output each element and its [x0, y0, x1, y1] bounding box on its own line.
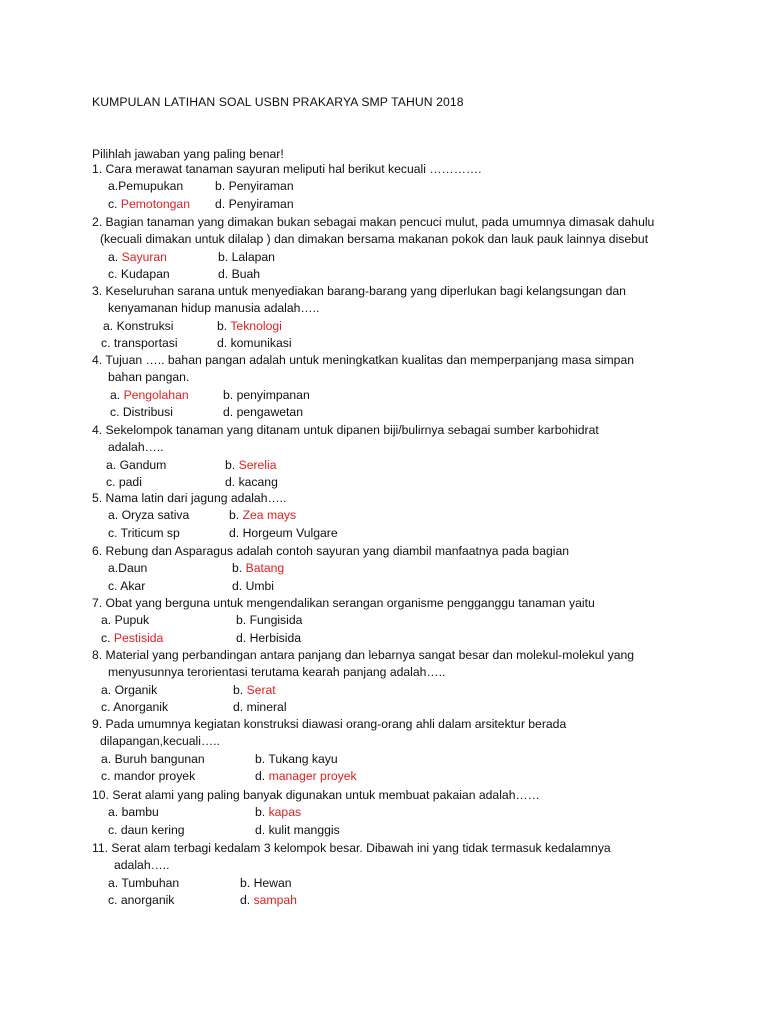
option-c-text: Kudapan [120, 266, 170, 281]
option-b [223, 388, 310, 402]
option-c-text: daun kering [120, 822, 185, 837]
question-text-continued: bahan pangan. [108, 370, 190, 385]
option-a-letter: a. [103, 318, 117, 333]
option-a-text: Tumbuhan [121, 875, 180, 890]
option-a [108, 805, 159, 819]
answer-key-text: Zea mays [242, 508, 297, 523]
option-b-letter: b. [223, 387, 237, 402]
option-d-text: pengawetan [236, 404, 303, 419]
option-d [255, 823, 340, 837]
option-b-letter: b. [233, 682, 247, 697]
option-b [229, 508, 296, 522]
option-a-text: Oryza sativa [121, 508, 190, 523]
option-c-letter: c. [108, 196, 121, 211]
answer-key-text: manager proyek [268, 768, 357, 783]
option-c [108, 267, 170, 281]
option-b-letter: b. [255, 805, 269, 820]
option-d-letter: d. [229, 525, 243, 540]
question-text-continued: kenyamanan hidup manusia adalah….. [108, 301, 320, 316]
option-b [217, 319, 282, 333]
option-c-text: Triticum sp [120, 525, 180, 540]
option-a-letter: a. [101, 613, 115, 628]
option-b [215, 179, 294, 193]
option-d-letter: d. [217, 335, 231, 350]
option-b-letter: b. [217, 318, 231, 333]
option-b [233, 683, 276, 697]
option-b-text: Tukang kayu [268, 751, 338, 766]
option-c [106, 475, 142, 489]
answer-key-text: Serelia [238, 457, 277, 472]
option-d [232, 579, 274, 593]
question-text: 4. Sekelompok tanaman yang ditanam untuk dipanen biji/bulirnya sebagai sumber karbohidrat [92, 423, 599, 437]
option-a-text: bambu [121, 805, 159, 820]
option-a-text: Konstruksi [116, 318, 174, 333]
option-d-text: kulit manggis [268, 822, 340, 837]
option-d-text: mineral [246, 699, 287, 714]
option-b-letter: b. [240, 875, 254, 890]
option-a [108, 561, 147, 575]
question-text: 7. Obat yang berguna untuk mengendalikan serangan organisme pengganggu tanaman yaitu [92, 596, 595, 610]
option-d-letter: d. [240, 892, 254, 907]
option-d [233, 700, 287, 714]
option-d [240, 893, 297, 907]
option-c-letter: c. [101, 630, 114, 645]
option-a-letter: a. [106, 457, 120, 472]
question-text-continued: dilapangan,kecuali….. [100, 734, 220, 749]
option-d-text: kacang [238, 474, 278, 489]
option-c-letter: c. [101, 768, 114, 783]
option-b-letter: b. [229, 508, 243, 523]
question-text: 5. Nama latin dari jagung adalah….. [92, 491, 287, 505]
option-c [108, 197, 190, 211]
option-a [103, 319, 173, 333]
option-d [255, 769, 357, 783]
option-d-letter: d. [255, 822, 269, 837]
option-a [101, 752, 205, 766]
option-d-letter: d. [225, 474, 239, 489]
option-d-letter: d. [232, 578, 246, 593]
option-c [110, 405, 173, 419]
answer-key-text: Batang [245, 561, 285, 576]
option-c-text: padi [118, 474, 142, 489]
option-d-text: Horgeum Vulgare [242, 525, 338, 540]
option-b [255, 805, 301, 819]
answer-key-text: sampah [253, 892, 297, 907]
option-c [108, 526, 180, 540]
option-a-letter: a. [101, 751, 115, 766]
option-c-letter: c. [108, 525, 121, 540]
option-d-text: Buah [231, 266, 261, 281]
option-a [108, 508, 189, 522]
option-b-letter: b. [236, 613, 250, 628]
option-c-letter: c. [108, 266, 121, 281]
answer-key-text: Sayuran [121, 249, 167, 264]
document-title: KUMPULAN LATIHAN SOAL USBN PRAKARYA SMP TAHUN 2018 [92, 95, 464, 109]
option-c [108, 823, 185, 837]
option-c-letter: c. [108, 578, 121, 593]
option-c [108, 893, 174, 907]
option-a [108, 179, 183, 193]
option-a-text: Organik [114, 682, 158, 697]
option-d [236, 631, 301, 645]
question-text-continued: menyusunnya terorientasi terutama kearah panjang adalah….. [108, 665, 446, 680]
option-b-letter: b. [218, 249, 232, 264]
option-d-letter: d. [236, 630, 250, 645]
option-d-letter: d. [223, 404, 237, 419]
option-a [106, 458, 166, 472]
option-a-letter: a. [108, 561, 119, 576]
answer-key-text: Pestisida [113, 630, 164, 645]
option-d [215, 197, 294, 211]
question-text: 2. Bagian tanaman yang dimakan bukan sebagai makan pencuci mulut, pada umumnya dimasak dahulu [92, 215, 655, 229]
option-a-text: Pemupukan [118, 179, 184, 194]
question-text-continued: (kecuali dimakan untuk dilalap ) dan dimakan bersama makanan pokok dan lauk pauk lainnya disebut [100, 232, 649, 247]
option-c-text: Distribusi [122, 404, 173, 419]
answer-key-text: Serat [246, 682, 276, 697]
option-c-letter: c. [106, 474, 119, 489]
option-d [218, 267, 260, 281]
option-b-letter: b. [215, 179, 229, 194]
option-d [223, 405, 303, 419]
option-b-text: Hewan [253, 875, 292, 890]
option-a-text: Pupuk [114, 613, 150, 628]
option-b-text: Fungisida [249, 613, 303, 628]
option-a-letter: a. [101, 682, 115, 697]
option-a [108, 876, 179, 890]
option-d-letter: d. [218, 266, 232, 281]
option-c-letter: c. [101, 699, 114, 714]
option-d [217, 336, 292, 350]
question-text: 11. Serat alam terbagi kedalam 3 kelompok besar. Dibawah ini yang tidak termasuk kedalamnya [92, 841, 611, 855]
option-d-text: Umbi [245, 578, 275, 593]
option-c [101, 769, 195, 783]
option-d-letter: d. [255, 768, 269, 783]
option-d [225, 475, 278, 489]
option-c-text: Anorganik [113, 699, 169, 714]
question-text-continued: adalah….. [114, 858, 170, 873]
option-c [108, 579, 145, 593]
answer-key-text: kapas [268, 805, 302, 820]
instruction-text: Pilihlah jawaban yang paling benar! [92, 147, 284, 161]
option-c-text: Akar [120, 578, 146, 593]
option-b [240, 876, 292, 890]
option-d-letter: d. [233, 699, 247, 714]
option-c-letter: c. [108, 892, 121, 907]
answer-key-text: Pengolahan [123, 387, 189, 402]
option-b-text: Lalapan [231, 249, 275, 264]
option-d-text: Penyiraman [228, 196, 294, 211]
option-d [229, 526, 338, 540]
option-c-text: transportasi [113, 335, 178, 350]
option-b-text: penyimpanan [236, 387, 310, 402]
option-a-letter: a. [108, 179, 119, 194]
answer-key-text: Teknologi [230, 318, 282, 333]
option-c-letter: c. [108, 822, 121, 837]
question-text-continued: adalah….. [108, 440, 164, 455]
question-text: 6. Rebung dan Asparagus adalah contoh sayuran yang diambil manfaatnya pada bagian [92, 544, 570, 558]
option-d-text: komunikasi [230, 335, 292, 350]
option-a-letter: a. [108, 508, 122, 523]
option-b [255, 752, 338, 766]
option-c-letter: c. [101, 335, 114, 350]
option-b-letter: b. [255, 751, 269, 766]
option-a-letter: a. [110, 387, 124, 402]
option-a-letter: a. [108, 875, 122, 890]
option-c-letter: c. [110, 404, 123, 419]
question-text: 10. Serat alami yang paling banyak digunakan untuk membuat pakaian adalah…… [92, 788, 540, 802]
option-a [108, 250, 167, 264]
question-text: 3. Keseluruhan sarana untuk menyediakan barang-barang yang diperlukan bagi kelangsungan dan [92, 284, 626, 298]
option-c [101, 700, 168, 714]
question-text: 1. Cara merawat tanaman sayuran meliputi hal berikut kecuali …………. [92, 162, 482, 176]
option-a-text: Daun [118, 561, 148, 576]
option-d-letter: d. [215, 196, 229, 211]
option-b [225, 458, 277, 472]
option-b [236, 613, 302, 627]
option-b [218, 250, 275, 264]
option-a [101, 613, 149, 627]
option-a [110, 388, 189, 402]
option-c [101, 631, 163, 645]
option-a-letter: a. [108, 249, 122, 264]
question-text: 8. Material yang perbandingan antara panjang dan lebarnya sangat besar dan molekul-molekul yang [92, 648, 635, 662]
option-b-letter: b. [225, 457, 239, 472]
answer-key-text: Pemotongan [120, 196, 190, 211]
option-b-text: Penyiraman [228, 179, 294, 194]
option-c-text: mandor proyek [113, 768, 196, 783]
option-a-letter: a. [108, 805, 122, 820]
question-text: 9. Pada umumnya kegiatan konstruksi diawasi orang-orang ahli dalam arsitektur berada [92, 717, 567, 731]
option-d-text: Herbisida [249, 630, 302, 645]
option-a [101, 683, 157, 697]
question-text: 4. Tujuan ….. bahan pangan adalah untuk meningkatkan kualitas dan memperpanjang masa simpan [92, 353, 635, 367]
option-b [232, 561, 284, 575]
option-a-text: Buruh bangunan [114, 751, 205, 766]
option-c-text: anorganik [120, 892, 175, 907]
option-a-text: Gandum [119, 457, 167, 472]
option-c [101, 336, 178, 350]
option-b-letter: b. [232, 561, 246, 576]
